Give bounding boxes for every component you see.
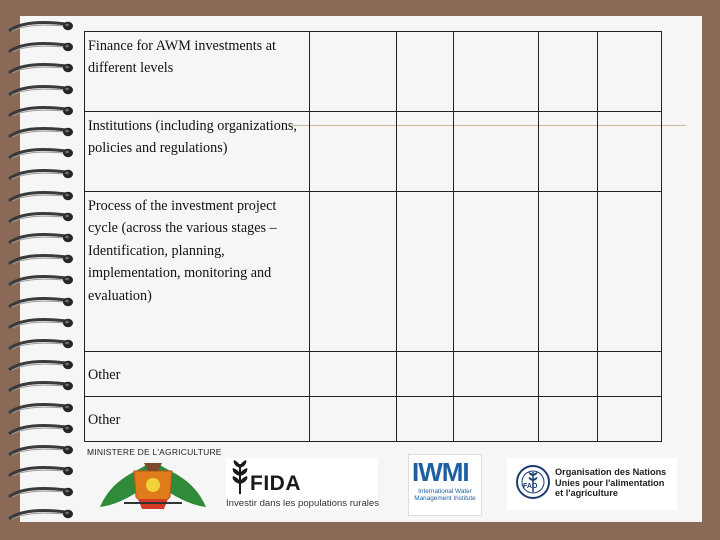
fida-subtitle: Investir dans les populations rurales <box>226 498 380 509</box>
fao-logo-icon <box>515 464 551 500</box>
spiral-ring-icon <box>8 253 74 266</box>
row-label-other: Other <box>85 352 310 397</box>
table-cell <box>454 397 539 442</box>
spiral-ring-icon <box>8 486 74 499</box>
ministere-label: MINISTERE DE L'AGRICULTURE <box>87 447 222 457</box>
table-cell <box>539 112 598 192</box>
row-label-finance: Finance for AWM investments at different levels <box>85 32 310 112</box>
table-cell <box>454 192 539 352</box>
spiral-ring-icon <box>8 402 74 415</box>
table-cell <box>539 352 598 397</box>
table-cell <box>454 352 539 397</box>
table-cell <box>539 192 598 352</box>
spiral-ring-icon <box>8 232 74 245</box>
row-label-institutions: Institutions (including organizations, policies and regulations) <box>85 112 310 192</box>
table-cell <box>454 112 539 192</box>
spiral-ring-icon <box>8 20 74 33</box>
table-cell <box>539 397 598 442</box>
spiral-ring-icon <box>8 317 74 330</box>
spiral-binding <box>0 14 78 524</box>
table-row <box>85 32 662 112</box>
table-cell <box>397 192 454 352</box>
spiral-ring-icon <box>8 84 74 97</box>
spiral-ring-icon <box>8 190 74 203</box>
table-cell <box>397 352 454 397</box>
table-cell <box>598 112 662 192</box>
table-cell <box>310 32 397 112</box>
table-row <box>85 192 662 352</box>
table-cell <box>598 32 662 112</box>
table-cell <box>598 397 662 442</box>
table-cell <box>454 32 539 112</box>
fida-title: FIDA <box>250 472 301 495</box>
spiral-ring-icon <box>8 508 74 521</box>
table-cell <box>397 397 454 442</box>
row-label-process: Process of the investment project cycle (across the various stages – Identification, planning, implementation, monitoring and evaluation) <box>85 192 310 352</box>
table-cell <box>310 112 397 192</box>
table-cell <box>310 352 397 397</box>
spiral-ring-icon <box>8 274 74 287</box>
table-cell <box>598 192 662 352</box>
spiral-ring-icon <box>8 211 74 224</box>
fida-logo <box>226 458 378 510</box>
table-cell <box>539 32 598 112</box>
table-cell <box>310 192 397 352</box>
spiral-ring-icon <box>8 380 74 393</box>
spiral-ring-icon <box>8 338 74 351</box>
table-cell <box>397 112 454 192</box>
spiral-ring-icon <box>8 423 74 436</box>
table-row <box>85 397 662 442</box>
table-cell <box>598 352 662 397</box>
spiral-ring-icon <box>8 41 74 54</box>
fao-logo <box>507 458 677 510</box>
iwmi-subtitle: International Water Management Institute <box>414 488 476 503</box>
fao-acronym: FAO <box>523 483 538 490</box>
spiral-ring-icon <box>8 359 74 372</box>
row-label-other: Other <box>85 397 310 442</box>
fao-text: Organisation des Nations Unies pour l'alimentation et l'agriculture <box>555 467 667 499</box>
table-cell <box>397 32 454 112</box>
assessment-table <box>84 31 662 442</box>
spiral-ring-icon <box>8 296 74 309</box>
spiral-ring-icon <box>8 126 74 139</box>
fida-wheat-icon <box>230 460 250 496</box>
spiral-ring-icon <box>8 105 74 118</box>
spiral-ring-icon <box>8 62 74 75</box>
spiral-ring-icon <box>8 465 74 478</box>
iwmi-logo <box>408 454 482 516</box>
spiral-ring-icon <box>8 444 74 457</box>
table-row <box>85 112 662 192</box>
spiral-ring-icon <box>8 147 74 160</box>
coat-of-arms-icon <box>94 459 212 513</box>
iwmi-title: IWMI <box>412 457 469 487</box>
table-row <box>85 352 662 397</box>
table-cell <box>310 397 397 442</box>
spiral-ring-icon <box>8 168 74 181</box>
